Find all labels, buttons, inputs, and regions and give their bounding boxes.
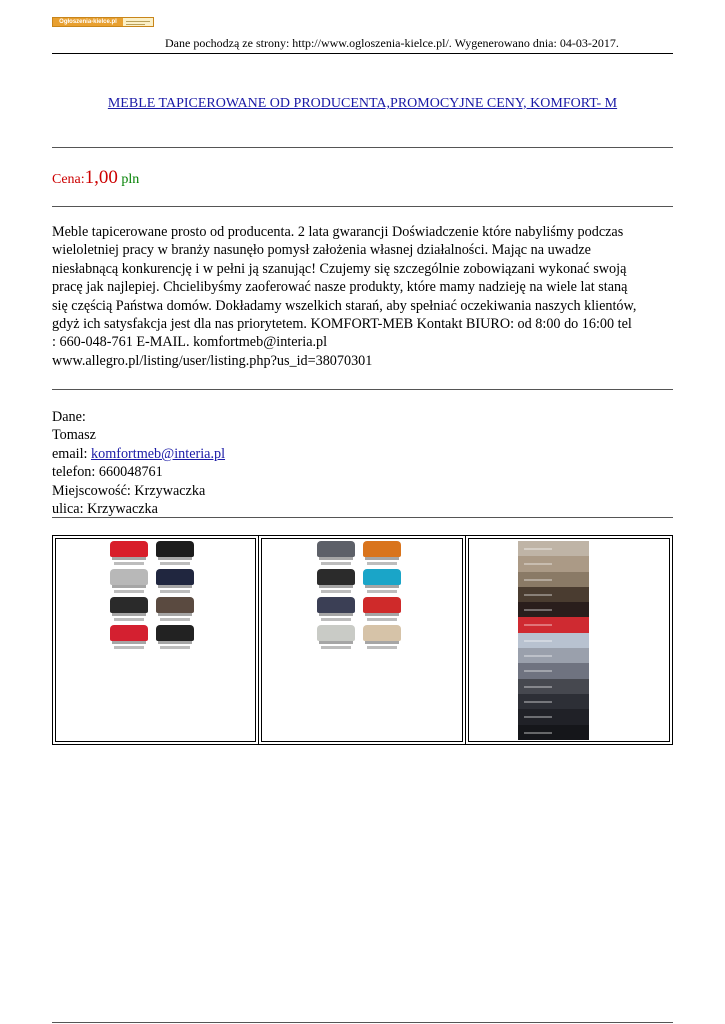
street-value: Krzywaczka	[87, 501, 158, 518]
contact-block	[52, 408, 225, 518]
fabric-swatch	[518, 725, 589, 740]
contact-city-row	[52, 482, 225, 500]
header-divider	[52, 53, 673, 54]
contact-heading: Dane:	[52, 409, 86, 425]
sofa-image	[317, 625, 355, 649]
sofa-shape	[156, 625, 194, 641]
sofa-caption-bar	[160, 646, 190, 649]
sofa-shape	[363, 541, 401, 557]
sofa-shape	[363, 569, 401, 585]
photo-3[interactable]	[466, 536, 672, 744]
phone-label: telefon:	[52, 464, 99, 481]
sofa-image	[317, 541, 355, 565]
site-logo	[52, 17, 154, 27]
listing-title[interactable]: MEBLE TAPICEROWANE OD PRODUCENTA,PROMOCYJNE CENY, KOMFORT- M	[107, 96, 618, 111]
sofa-image	[110, 569, 148, 593]
fabric-swatches	[518, 541, 589, 740]
sofa-caption-bar	[321, 590, 351, 593]
fabric-swatch	[518, 663, 589, 678]
sofa-collage-2	[317, 541, 401, 649]
sofa-shape	[110, 597, 148, 613]
sofa-shape	[317, 597, 355, 613]
street-label: ulica:	[52, 501, 88, 518]
phone-value: 660048761	[98, 464, 163, 481]
sofa-shape	[156, 569, 194, 585]
sofa-collage-1	[110, 541, 194, 649]
sofa-shape	[110, 541, 148, 557]
sofa-caption-bar	[114, 562, 144, 565]
sofa-caption-bar	[114, 618, 144, 621]
sofa-image	[156, 569, 194, 593]
fabric-swatch	[518, 541, 589, 556]
sofa-image	[156, 541, 194, 565]
sofa-image	[110, 625, 148, 649]
sofa-shape	[156, 541, 194, 557]
sofa-caption-bar	[367, 646, 397, 649]
sofa-image	[156, 597, 194, 621]
sofa-image	[110, 541, 148, 565]
sofa-shape	[317, 541, 355, 557]
sofa-caption-bar	[114, 646, 144, 649]
fabric-swatch	[518, 617, 589, 632]
city-value: Krzywaczka	[134, 482, 206, 499]
contact-name: Tomasz	[52, 427, 96, 444]
sofa-caption-bar	[114, 590, 144, 593]
sofa-shape	[363, 597, 401, 613]
site-logo-tagline-graphic	[123, 18, 153, 26]
sofa-image	[317, 597, 355, 621]
fabric-swatch	[518, 679, 589, 694]
sofa-caption-bar	[321, 618, 351, 621]
source-info: Dane pochodzą ze strony: http://www.ogloszenia-kielce.pl/. Wygenerowano dnia: 04-03-2017.	[165, 36, 619, 50]
sofa-caption-bar	[160, 590, 190, 593]
sofa-caption-bar	[367, 618, 397, 621]
fabric-swatch	[518, 633, 589, 648]
fabric-swatch	[518, 694, 589, 709]
price-divider	[52, 206, 673, 207]
sofa-shape	[363, 625, 401, 641]
sofa-shape	[110, 569, 148, 585]
photo-gallery	[52, 535, 673, 745]
photo-2[interactable]	[259, 536, 465, 744]
sofa-image	[363, 625, 401, 649]
price	[52, 167, 139, 189]
contact-email-row	[52, 445, 225, 463]
sofa-image	[363, 597, 401, 621]
email-label: email:	[52, 445, 92, 462]
fabric-swatch	[518, 556, 589, 571]
photo-1[interactable]	[53, 536, 259, 744]
description-divider	[52, 389, 673, 390]
fabric-swatch	[518, 587, 589, 602]
fabric-swatch	[518, 572, 589, 587]
sofa-caption-bar	[160, 618, 190, 621]
sofa-caption-bar	[321, 646, 351, 649]
contact-street-row	[52, 500, 225, 518]
price-value: 1,00	[84, 167, 118, 188]
price-currency: pln	[117, 172, 140, 187]
sofa-image	[156, 625, 194, 649]
sofa-shape	[110, 625, 148, 641]
sofa-shape	[317, 625, 355, 641]
sofa-caption-bar	[160, 562, 190, 565]
site-logo-wordmark: Ogłoszenia-kielce.pl	[53, 18, 123, 26]
fabric-swatch	[518, 602, 589, 617]
contact-phone-row	[52, 463, 225, 481]
price-label: Cena:	[52, 172, 85, 187]
sofa-image	[363, 569, 401, 593]
email-link[interactable]: komfortmeb@interia.pl	[91, 445, 226, 462]
sofa-caption-bar	[367, 590, 397, 593]
title-divider	[52, 147, 673, 148]
sofa-image	[110, 597, 148, 621]
sofa-image	[363, 541, 401, 565]
sofa-image	[317, 569, 355, 593]
fabric-swatch	[518, 709, 589, 724]
sofa-caption-bar	[367, 562, 397, 565]
sofa-shape	[317, 569, 355, 585]
listing-description: Meble tapicerowane prosto od producenta. 2 lata gwarancji Doświadczenie które nabyliśmy podczas wieloletniej pracy w branży nasunęło pomysł założenia własnej działalności. Mając na uwadze niesłabnącą konkurencję i w pełni ją szanując! Czujemy się szczególnie zobowiązani wykonać swoją pracę jak najlepiej. Chcielibyśmy zaoferować nasze produkty, które mamy nadzieję na wiele lat staną się częścią Państwa domów. Dokładamy wszelkich starań, aby spełniać oczekiwania naszych klientów, gdyż ich satysfakcja jest dla nas priorytetem. KOMFORT-MEB Kontakt BIURO: od 8:00 do 16:00 tel : 660-048-761 E-MAIL. komfortmeb@interia.pl www.allegro.pl/listing/user/listing.php?us_id=38070301	[52, 224, 637, 369]
contact-divider	[52, 517, 673, 518]
sofa-caption-bar	[321, 562, 351, 565]
city-label: Miejscowość:	[52, 482, 135, 499]
fabric-swatch	[518, 648, 589, 663]
sofa-shape	[156, 597, 194, 613]
footer-divider	[52, 1022, 673, 1023]
